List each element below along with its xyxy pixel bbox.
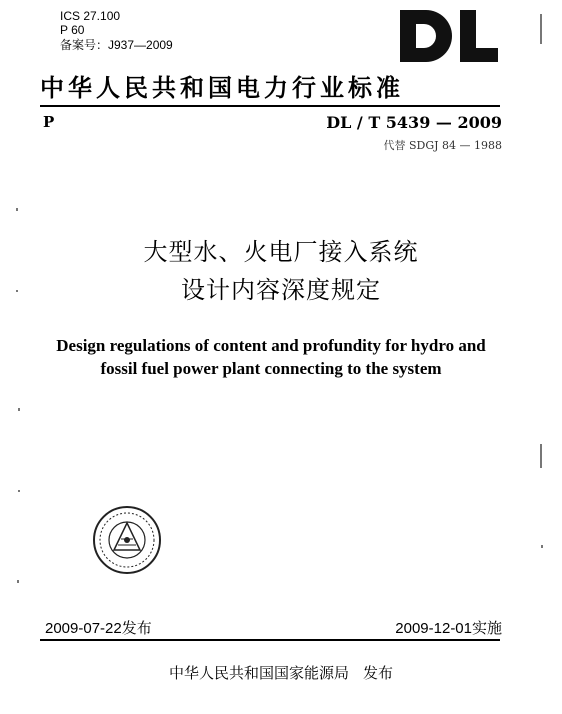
publisher-name: 中华人民共和国国家能源局 (168, 664, 349, 682)
title-cn-line2: 设计内容深度规定 (181, 276, 381, 304)
scan-speck (540, 14, 542, 44)
official-seal-icon (92, 505, 162, 575)
replaces-note: 代替 SDGJ 84 — 1988 (383, 139, 502, 152)
publisher-line (0, 662, 562, 683)
scan-speck (541, 545, 543, 548)
ics-code: ICS 27.100 (60, 9, 121, 23)
publish-label: 发布 (363, 664, 394, 682)
standard-number: DL / T 5439 — 2009 (326, 113, 502, 132)
class-code: P 60 (60, 23, 85, 37)
scan-speck (18, 408, 20, 411)
scan-speck (17, 580, 19, 583)
implementation-date: 2009-12-01实施 (395, 620, 502, 637)
footer-divider (40, 639, 500, 641)
scan-speck (16, 290, 18, 292)
scan-speck (540, 444, 542, 468)
category-letter: P (43, 113, 55, 131)
standard-title: 中华人民共和国电力行业标准 (40, 73, 404, 102)
scan-speck (18, 490, 20, 492)
title-cn-line1: 大型水、火电厂接入系统 (143, 238, 419, 266)
title-en: Design regulations of content and profundity for hydro and fossil fuel power plant connecting to the system (56, 336, 486, 378)
header-divider (40, 105, 500, 107)
record-number: 备案号：J937—2009 (60, 38, 173, 52)
dl-logo-icon (400, 8, 500, 64)
scan-speck (16, 208, 18, 211)
issue-date: 2009-07-22发布 (45, 620, 152, 637)
